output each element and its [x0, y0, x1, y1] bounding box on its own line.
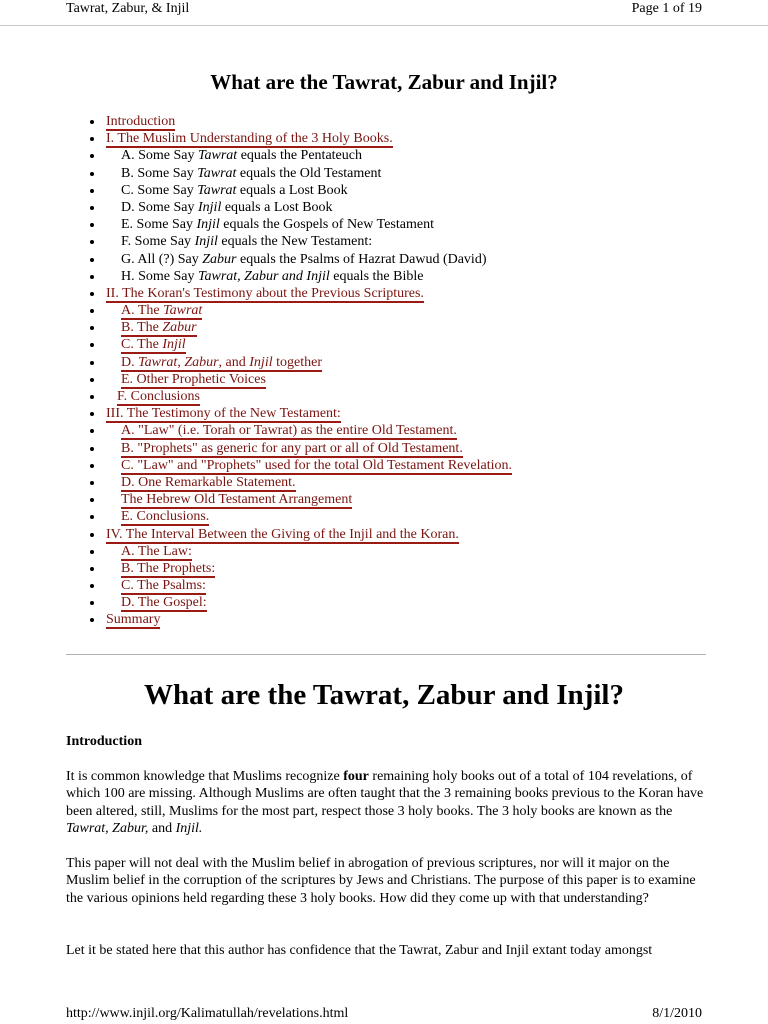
toc-item-1e — [66, 216, 706, 233]
toc-link-2f[interactable]: F. Conclusions — [117, 389, 200, 404]
toc-item-introduction — [66, 113, 706, 130]
table-of-contents — [66, 113, 706, 629]
toc-link-3a[interactable]: A. "Law" (i.e. Torah or Tawrat) as the entire Old Testament. — [121, 423, 457, 439]
toc-link-section-3[interactable]: III. The Testimony of the New Testament: — [106, 406, 341, 422]
p1-text: It is common knowledge that Muslims recognize — [66, 769, 344, 784]
toc-item-section-3 — [66, 405, 706, 422]
toc-em: Tawrat — [197, 182, 237, 198]
paragraph-2: This paper will not deal with the Muslim belief in abrogation of previous scriptures, nor will it major on the Muslim belief in the corruption of the scriptures by Jews and Christians. The purpose of this paper is to examine the various opinions held regarding these 3 holy books. How did they come up with that understanding? — [66, 856, 696, 906]
header-divider — [0, 25, 768, 26]
p1-bold: four — [343, 769, 369, 784]
p1-em: Injil. — [175, 821, 203, 837]
toc-text: G. All (?) Say — [121, 251, 203, 267]
toc-item-1h — [66, 268, 706, 285]
toc-em: Zabur — [184, 354, 219, 370]
toc-link-2a[interactable] — [121, 303, 202, 320]
toc-link-3b[interactable]: B. "Prophets" as generic for any part or all of Old Testament. — [121, 440, 463, 456]
toc-em: Tawrat — [163, 303, 203, 319]
toc-text: F. Some Say — [121, 234, 195, 250]
p1-em: Tawrat, Zabur, — [66, 821, 149, 837]
toc-text: , — [177, 354, 185, 370]
toc-text: B. Some Say — [121, 165, 198, 181]
toc-text: A. The — [121, 303, 164, 319]
toc-link-3-hebrew[interactable]: The Hebrew Old Testament Arrangement — [121, 492, 353, 508]
toc-link-2e[interactable]: E. Other Prophetic Voices — [121, 371, 266, 387]
main-title: What are the Tawrat, Zabur and Injil? — [144, 679, 624, 711]
toc-item-1d — [66, 199, 706, 216]
toc-text: equals a Lost Book — [236, 182, 348, 198]
toc-text: equals the Pentateuch — [237, 148, 362, 164]
toc-em: Zabur — [162, 320, 197, 336]
introduction-heading: Introduction — [66, 734, 142, 749]
toc-link-4b[interactable]: B. The Prophets: — [121, 560, 216, 576]
toc-text: equals the Bible — [329, 268, 424, 284]
toc-em: Zabur — [202, 251, 237, 267]
footer-url: http://www.injil.org/Kalimatullah/revelations.html — [66, 1006, 349, 1021]
toc-text: equals a Lost Book — [221, 199, 333, 215]
toc-em: Tawrat — [138, 354, 178, 370]
toc-text: A. Some Say — [121, 148, 198, 164]
p1-text: remaining holy books out of a total of 104 revelations, of which 100 are missing. Although Muslims are often taught that the 3 remaining books previous to the Koran have been altered, still, Muslims for the most part, respect those 3 holy books. The 3 holy books are known as the — [66, 769, 704, 819]
toc-text: B. The — [121, 320, 163, 336]
toc-item-1c — [66, 182, 706, 199]
toc-item-section-1 — [66, 130, 706, 147]
toc-link-3d[interactable]: D. One Remarkable Statement. — [121, 474, 296, 490]
toc-text: equals the Old Testament — [236, 165, 382, 181]
footer-date: 8/1/2010 — [652, 1006, 702, 1021]
toc-link-2c[interactable] — [121, 337, 186, 354]
section-divider — [66, 654, 706, 655]
toc-text: D. Some Say — [121, 199, 198, 215]
toc-link-section-4[interactable]: IV. The Interval Between the Giving of the Injil and the Koran. — [106, 526, 459, 542]
toc-link-3c[interactable]: C. "Law" and "Prophets" used for the total Old Testament Revelation. — [121, 457, 512, 473]
toc-item-1g — [66, 251, 706, 268]
page-number: Page 1 of 19 — [631, 1, 702, 16]
toc-em: Tawrat — [197, 165, 237, 181]
toc-link-2d[interactable] — [121, 355, 322, 372]
toc-item-4b — [66, 560, 706, 577]
paragraph-1 — [66, 768, 706, 838]
toc-item-2d — [66, 354, 706, 371]
toc-item-2a — [66, 302, 706, 319]
toc-item-2c — [66, 336, 706, 353]
toc-link-section-2[interactable]: II. The Koran's Testimony about the Previous Scriptures. — [106, 285, 424, 301]
toc-link-3e[interactable]: E. Conclusions. — [121, 509, 210, 525]
toc-text: equals the Psalms of Hazrat Dawud (David) — [236, 251, 487, 267]
toc-link-introduction[interactable]: Introduction — [106, 114, 176, 129]
toc-text: E. Some Say — [121, 217, 197, 233]
toc-item-3d — [66, 474, 706, 491]
toc-em: Injil — [194, 234, 218, 250]
toc-title: What are the Tawrat, Zabur and Injil? — [210, 70, 558, 94]
toc-item-4a — [66, 543, 706, 560]
toc-text: H. Some Say — [121, 268, 198, 284]
toc-text: together — [272, 354, 322, 370]
toc-text: C. The — [121, 337, 163, 353]
toc-em: Injil — [198, 199, 222, 215]
toc-text: D. — [121, 354, 139, 370]
toc-link-section-1[interactable]: I. The Muslim Understanding of the 3 Holy Books. — [106, 131, 393, 147]
toc-text: , and — [218, 354, 250, 370]
toc-item-3b — [66, 440, 706, 457]
toc-item-2b — [66, 319, 706, 336]
toc-link-summary[interactable]: Summary — [106, 612, 161, 628]
toc-item-summary — [66, 611, 706, 628]
page-header-title: Tawrat, Zabur, & Injil — [66, 1, 190, 16]
toc-item-1b — [66, 165, 706, 182]
toc-link-4a[interactable]: A. The Law: — [121, 543, 192, 559]
toc-text: equals the Gospels of New Testament — [219, 217, 434, 233]
toc-link-4c[interactable]: C. The Psalms: — [121, 578, 206, 594]
toc-em: Tawrat — [198, 148, 238, 164]
toc-link-2b[interactable] — [121, 320, 197, 337]
toc-link-4d[interactable]: D. The Gospel: — [121, 595, 207, 611]
toc-item-3a — [66, 422, 706, 439]
toc-item-3-hebrew — [66, 491, 706, 508]
toc-item-2e — [66, 371, 706, 388]
toc-item-4d — [66, 594, 706, 611]
toc-item-1a — [66, 147, 706, 164]
toc-item-section-2 — [66, 285, 706, 302]
toc-item-section-4 — [66, 526, 706, 543]
toc-item-1f — [66, 233, 706, 250]
toc-em: Injil — [196, 217, 220, 233]
toc-em: Injil — [162, 337, 186, 353]
toc-text: equals the New Testament: — [217, 234, 373, 250]
p1-text: and — [148, 821, 176, 837]
toc-item-3e — [66, 508, 706, 525]
toc-em: Injil — [249, 354, 273, 370]
toc-text: C. Some Say — [121, 182, 198, 198]
toc-item-2f — [66, 388, 706, 405]
paragraph-3: Let it be stated here that this author has confidence that the Tawrat, Zabur and Injil extant today amongst — [66, 943, 653, 958]
toc-item-4c — [66, 577, 706, 594]
toc-em: Tawrat, Zabur and Injil — [198, 268, 330, 284]
toc-item-3c — [66, 457, 706, 474]
